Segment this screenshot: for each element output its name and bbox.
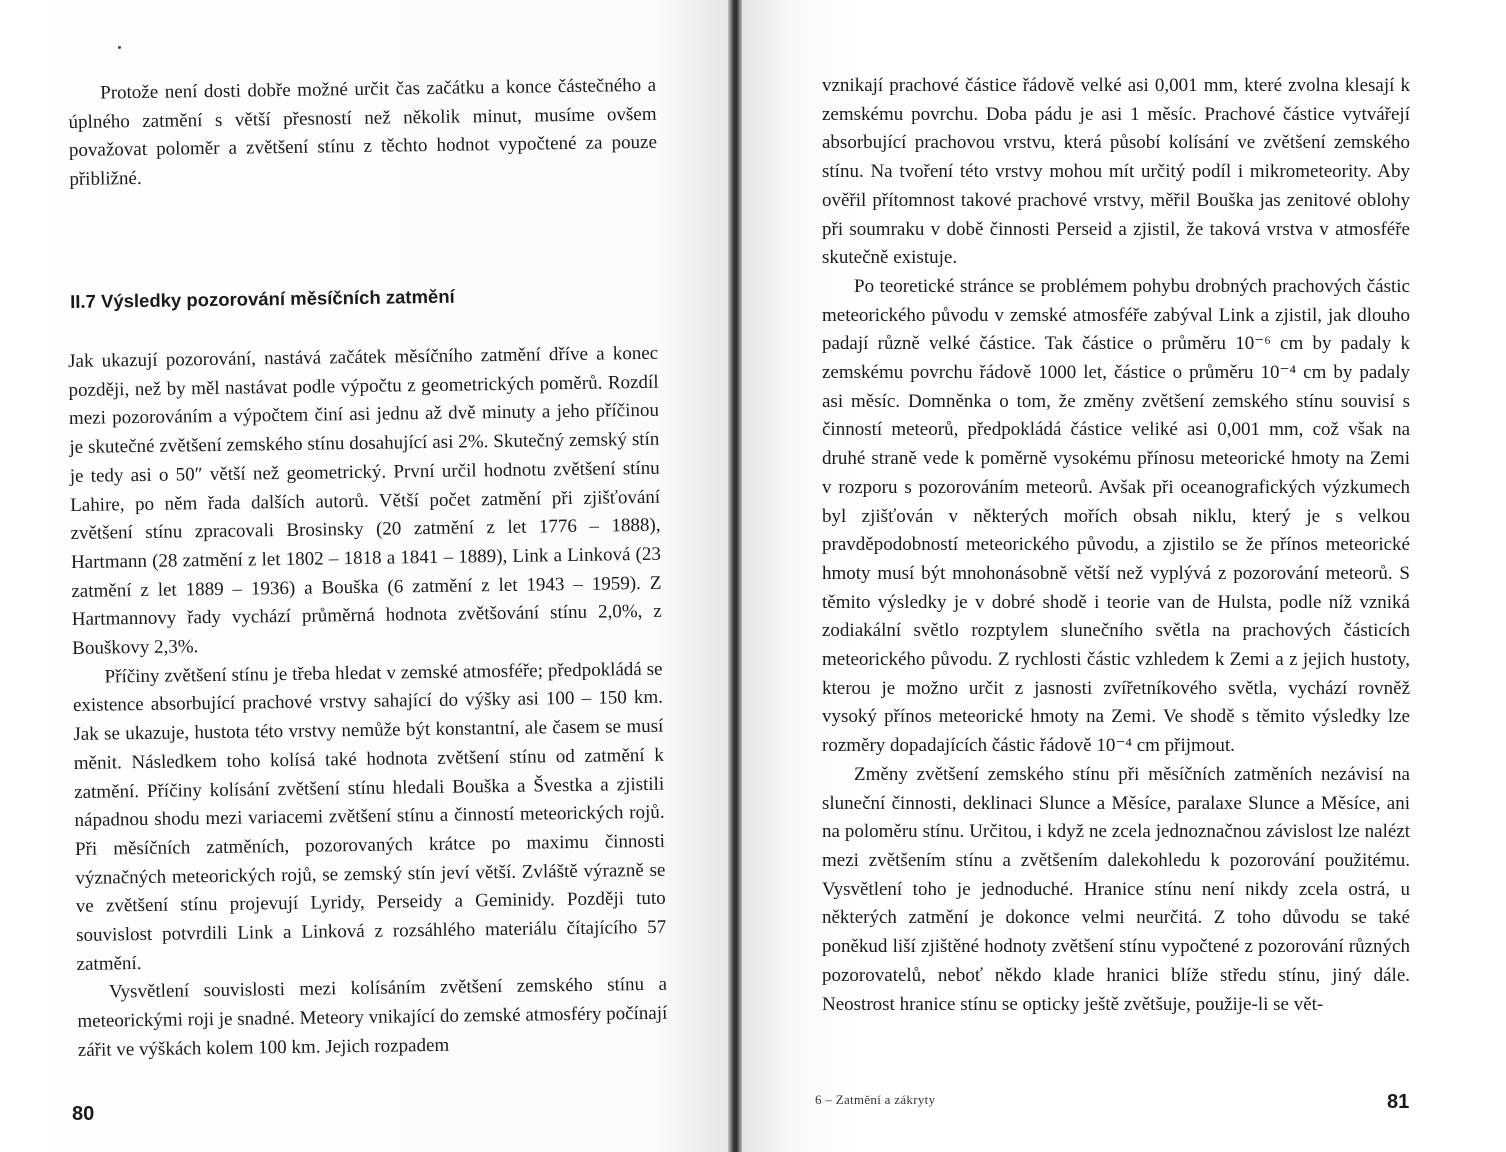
left-page — [0, 0, 728, 1152]
right-body-text — [822, 72, 1410, 1019]
paragraph: Po teoretické stránce se problémem pohybu drobných prachových částic meteorického původu v zemské atmosféře zabýval Link a zjistil, jak dlouho padají různě velké částice. Tak částice o průměru 10⁻⁶ cm by padaly k zemskému povrchu řádově 1000 let, částice o průměru 10⁻⁴ cm by padaly asi měsíc. Domněnka o tom, že změny zvětšení zemského stínu souvisí s činností meteorů, předpokládá částice veliké asi 0,001 mm, což však na druhé straně vede k poměrně vysokému přínosu meteorické hmoty na Zemi v rozporu s pozorováním meteorů. Avšak při oceanografických výzkumech byl zjišťován v některých mořích obsah niklu, který je s velkou pravděpodobností meteorického původu, a zjistilo se že přínos meteorické hmoty musí být mnohonásobně větší než vyplývá z pozorování meteorů. S těmito výsledky je v dobré shodě i teorie van de Hulsta, podle níž vzniká zodiakální světlo rozptylem slunečního světla na prachových částicích meteorického původu. Z rychlosti částic vzhledem k Zemi a z jejich hustoty, kterou je možno určit z jasnosti zvířetníkového světla, vychází rovněž vysoký přínos meteorické hmoty na Zemi. Ve shodě s těmito výsledky lze rozměry dopadajících částic řádově 10⁻⁴ cm přijmout. — [822, 275, 1410, 757]
paragraph: vznikají prachové částice řádově velké asi 0,001 mm, které zvolna klesají k zemskému povrchu. Doba pádu je asi 1 měsíc. Prachové částice vytvářejí absorbující prachovou vrstvu, která působí kolísání ve zvětšení zemského stínu. Na tvoření této vrstvy mohou mít určitý podíl i mikrometeority. Aby ověřil přítomnost takové prachové vrstvy, měřil Bouška jas zenitové oblohy při soumraku v době činnosti Perseid a zjistil, že taková vrstva v atmosféře skutečně existuje. — [822, 75, 1410, 269]
left-body-text — [68, 340, 668, 1066]
paragraph: Jak ukazují pozorování, nastává začátek měsíčního zatmění dříve a konec později, než by měl nastávat podle výpočtu z geometrických poměrů. Rozdíl mezi pozorováním a výpočtem činí asi jednu až dvě minuty a jeho příčinou je skutečné zvětšení zemského stínu dosahující asi 2%. Skutečný zemský stín je tedy asi o 50″ větší než geometrický. První určil hodnotu zvětšení stínu Lahire, po něm řada dalších autorů. Větší počet zatmění při zjišťování zvětšení stínu zpracovali Brosinsky (20 zatmění z let 1776 – 1888), Hartmann (28 zatmění z let 1802 – 1818 a 1841 – 1889), Link a Linková (23 zatmění z let 1889 – 1936) a Bouška (6 zatmění z let 1943 – 1959). Z Hartmannovy řady vychází průměrná hodnota zvětšování stínu 2,0%, z Bouškovy 2,3%. — [68, 342, 662, 660]
print-speck — [118, 46, 121, 49]
page-number: 81 — [1387, 1091, 1410, 1113]
page-number: 80 — [72, 1103, 95, 1125]
paragraph: Vysvětlení souvislosti mezi kolísáním zvětšení zemského stínu a meteorickými roji je snadné. Meteory vnikající do zemské atmosféry počínají zářit ve výškách kolem 100 km. Jejich rozpadem — [77, 974, 668, 1061]
section-heading: II.7 Výsledky pozorování měsíčních zatmění — [70, 285, 455, 312]
chapter-footer: 6 – Zatmění a zákryty — [815, 1092, 936, 1107]
paragraph: Protože není dosti dobře možné určit čas začátku a konce částečného a úplného zatmění s větší přesností než několik minut, musíme ovšem považovat poloměr a zvětšení stínu z těchto hodnot vypočtené za pouze přibližné. — [68, 74, 658, 191]
paragraph: Příčiny zvětšení stínu je třeba hledat v zemské atmosféře; předpokládá se existence absorbující prachové vrstvy sahající do výšky asi 100 – 150 km. Jak se ukazuje, hustota této vrstvy nemůže být konstantní, ale časem se musí měnit. Následkem toho kolísá také hodnota zvětšení stínu od zatmění k zatmění. Příčiny kolísání zvětšení stínu hledali Bouška a Švestka a zjistili nápadnou shodu mezi variacemi zvětšení stínu a činností meteorických rojů. Při měsíčních zatměních, pozorovaných krátce po maximu činnosti význačných meteorických rojů, se zemský stín jeví větší. Zvláště výrazně se ve zvětšení stínu projevují Lyridy, Perseidy a Geminidy. Později tuto souvislost potvrdili Link a Linková z rozsáhlého materiálu čítajícího 57 zatmění. — [72, 658, 667, 975]
right-page — [742, 0, 1506, 1152]
paragraph: Změny zvětšení zemského stínu při měsíčních zatměních nezávisí na sluneční činnosti, deklinaci Slunce a Měsíce, paralaxe Slunce a Měsíce, ani na poloměru stínu. Určitou, i když ne zcela jednoznačnou závislost lze nalézt mezi zvětšením stínu a zvětšením dalekohledu k pozorování použitému. Vysvětlení toho je jednoduché. Hranice stínu není nikdy zcela ostrá, u některých zatmění je dokonce velmi neurčitá. Z toho důvodu se také poněkud liší zjištěné hodnoty zvětšení stínu vypočtené z pozorování různých pozorovatelů, neboť někdo klade hranici blíže středu stínu, jiný dále. Neostrost hranice stínu se opticky ještě zvětšuje, použije-li se vět- — [822, 763, 1410, 1015]
left-intro-text — [68, 72, 658, 195]
book-gutter — [728, 0, 742, 1152]
